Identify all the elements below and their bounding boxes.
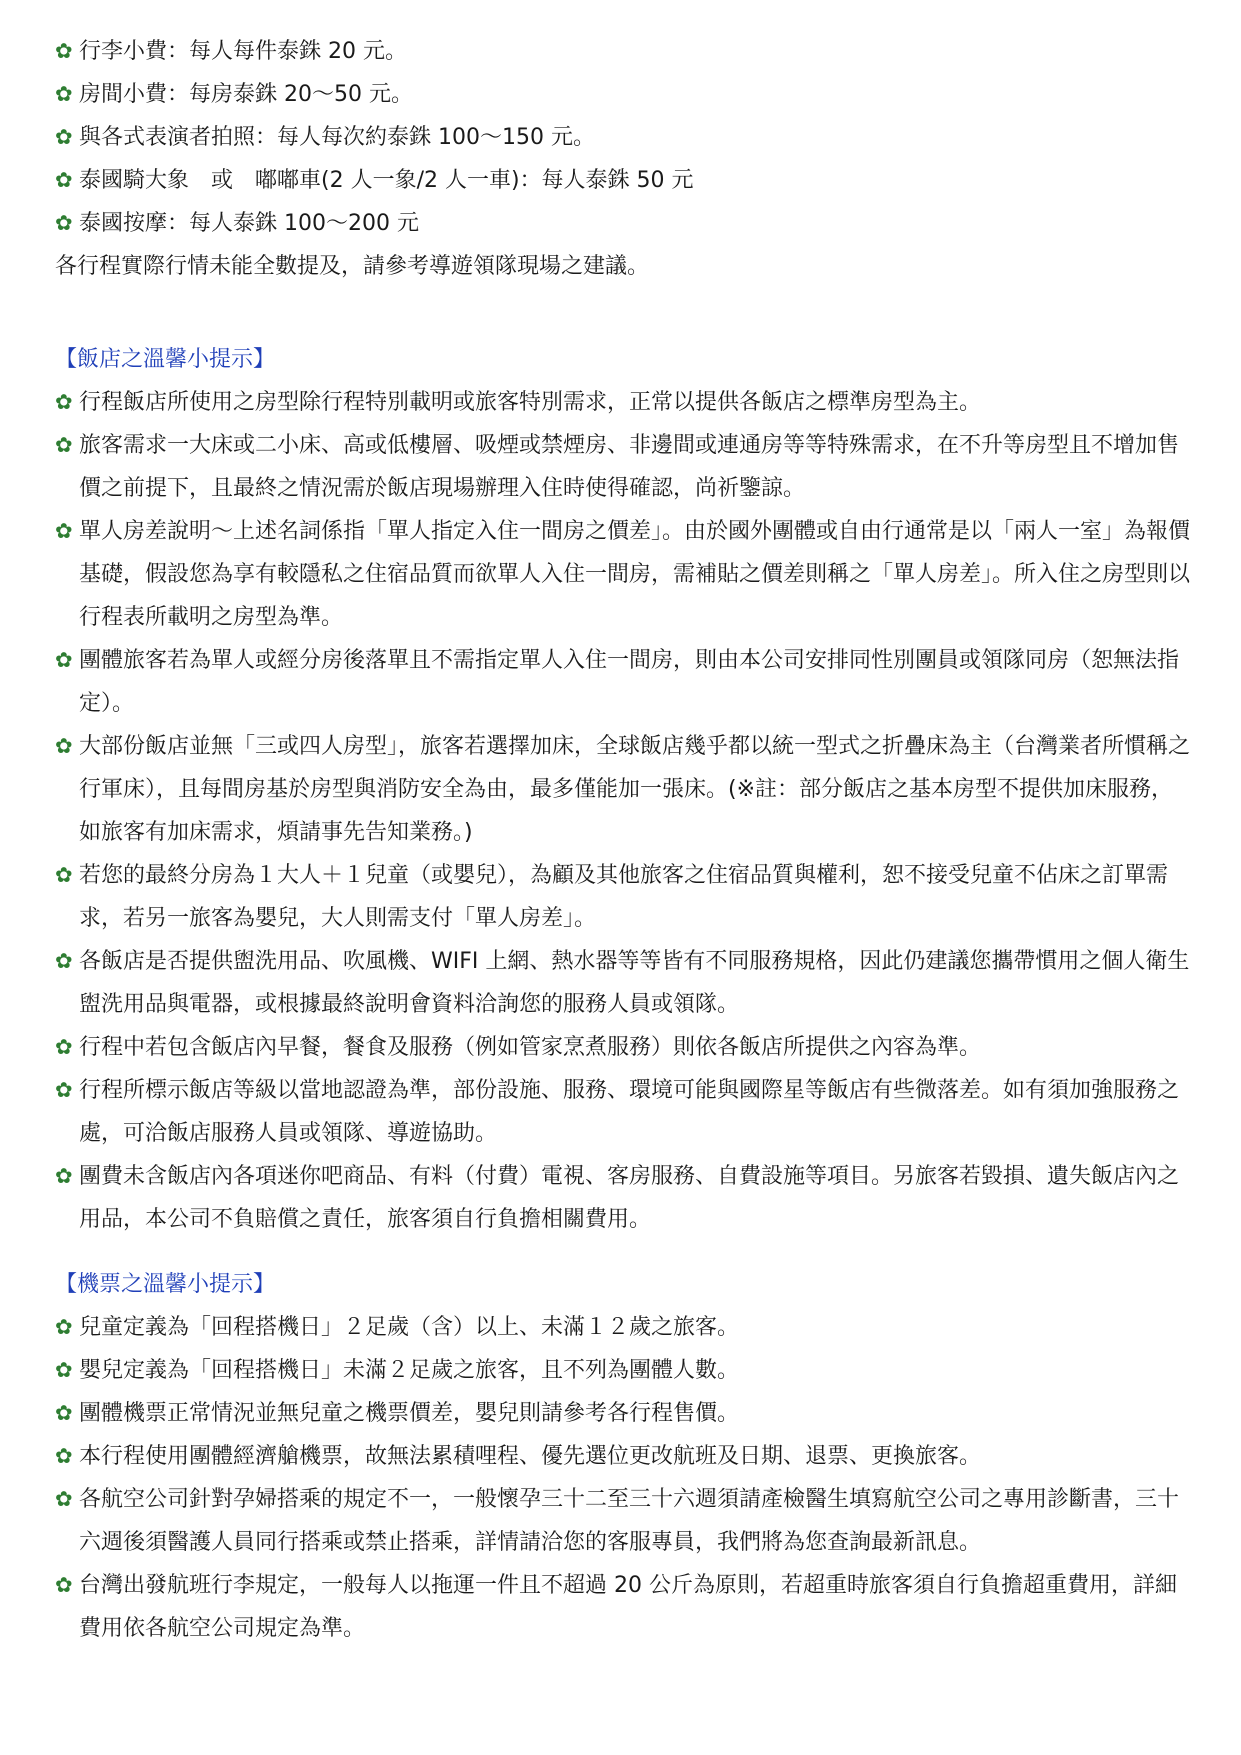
flower-bullet-icon: ✿ (55, 433, 73, 457)
flower-bullet-icon: ✿ (55, 949, 73, 973)
list-item: ✿ 團體旅客若為單人或經分房後落單且不需指定單人入住一間房，則由本公司安排同性別團員或領隊同房（恕無法指定）。 (55, 639, 1190, 725)
list-item: ✿ 大部份飯店並無「三或四人房型」，旅客若選擇加床，全球飯店幾乎都以統一型式之折疊床為主（台灣業者所慣稱之行軍床），且每間房基於房型與消防安全為由，最多僅能加一張床。(※註：部分飯店之基本房型不提供加床服務，如旅客有加床需求，煩請事先告知業務。) (55, 725, 1190, 854)
list-item: ✿ 行李小費：每人每件泰銖 20 元。 (55, 30, 1190, 73)
hotel-section-title: 【飯店之溫馨小提示】 (55, 347, 276, 372)
flower-bullet-icon: ✿ (55, 519, 73, 543)
flower-bullet-icon: ✿ (55, 1078, 73, 1102)
list-item: ✿ 泰國騎大象 或 嘟嘟車(2 人一象/2 人一車)：每人泰銖 50 元 (55, 159, 1190, 202)
list-item: ✿ 嬰兒定義為「回程搭機日」未滿２足歲之旅客，且不列為團體人數。 (55, 1349, 1190, 1392)
flower-bullet-icon: ✿ (55, 39, 73, 63)
flower-bullet-icon: ✿ (55, 211, 73, 235)
flower-bullet-icon: ✿ (55, 1035, 73, 1059)
flower-bullet-icon: ✿ (55, 82, 73, 106)
ticket-list (55, 1306, 1190, 1650)
flower-bullet-icon: ✿ (55, 390, 73, 414)
list-item: ✿ 房間小費：每房泰銖 20～50 元。 (55, 73, 1190, 116)
list-item: ✿ 行程中若包含飯店內早餐，餐食及服務（例如管家烹煮服務）則依各飯店所提供之內容為準。 (55, 1026, 1190, 1069)
flower-bullet-icon: ✿ (55, 1573, 73, 1597)
flower-bullet-icon: ✿ (55, 734, 73, 758)
flower-bullet-icon: ✿ (55, 1164, 73, 1188)
flower-bullet-icon: ✿ (55, 168, 73, 192)
list-item: ✿ 台灣出發航班行李規定，一般每人以拖運一件且不超過 20 公斤為原則，若超重時旅客須自行負擔超重費用，詳細費用依各航空公司規定為準。 (55, 1564, 1190, 1650)
document-page (55, 30, 1190, 1650)
flower-bullet-icon: ✿ (55, 1401, 73, 1425)
flower-bullet-icon: ✿ (55, 648, 73, 672)
list-item: ✿ 若您的最終分房為１大人＋１兒童（或嬰兒），為顧及其他旅客之住宿品質與權利，恕不接受兒童不佔床之訂單需求，若另一旅客為嬰兒，大人則需支付「單人房差」。 (55, 854, 1190, 940)
list-item: ✿ 各航空公司針對孕婦搭乘的規定不一，一般懷孕三十二至三十六週須請產檢醫生填寫航空公司之專用診斷書，三十六週後須醫護人員同行搭乘或禁止搭乘，詳情請洽您的客服專員，我們將為您查詢最新訊息。 (55, 1478, 1190, 1564)
flower-bullet-icon: ✿ (55, 1444, 73, 1468)
list-item: ✿ 與各式表演者拍照：每人每次約泰銖 100～150 元。 (55, 116, 1190, 159)
list-item: ✿ 本行程使用團體經濟艙機票，故無法累積哩程、優先選位更改航班及日期、退票、更換旅客。 (55, 1435, 1190, 1478)
list-item: ✿ 各飯店是否提供盥洗用品、吹風機、WIFI 上網、熱水器等等皆有不同服務規格，因此仍建議您攜帶慣用之個人衛生盥洗用品與電器，或根據最終說明會資料洽詢您的服務人員或領隊。 (55, 940, 1190, 1026)
ticket-section-title: 【機票之溫馨小提示】 (55, 1272, 276, 1297)
tips-note: 各行程實際行情未能全數提及，請參考導遊領隊現場之建議。 (55, 254, 650, 279)
list-item: ✿ 團費未含飯店內各項迷你吧商品、有料（付費）電視、客房服務、自費設施等項目。另旅客若毀損、遺失飯店內之用品，本公司不負賠償之責任，旅客須自行負擔相關費用。 (55, 1155, 1190, 1241)
list-item: ✿ 兒童定義為「回程搭機日」２足歲（含）以上、未滿１２歲之旅客。 (55, 1306, 1190, 1349)
list-item: ✿ 旅客需求一大床或二小床、高或低樓層、吸煙或禁煙房、非邊間或連通房等等特殊需求，在不升等房型且不增加售價之前提下，且最終之情況需於飯店現場辦理入住時使得確認，尚祈鑒諒。 (55, 424, 1190, 510)
list-item: ✿ 行程飯店所使用之房型除行程特別載明或旅客特別需求，正常以提供各飯店之標準房型為主。 (55, 381, 1190, 424)
flower-bullet-icon: ✿ (55, 125, 73, 149)
hotel-list (55, 381, 1190, 1241)
flower-bullet-icon: ✿ (55, 863, 73, 887)
flower-bullet-icon: ✿ (55, 1487, 73, 1511)
flower-bullet-icon: ✿ (55, 1358, 73, 1382)
list-item: ✿ 泰國按摩：每人泰銖 100～200 元 (55, 202, 1190, 245)
list-item: ✿ 單人房差說明～上述名詞係指「單人指定入住一間房之價差」。由於國外團體或自由行通常是以「兩人一室」為報價基礎，假設您為享有較隱私之住宿品質而欲單人入住一間房，需補貼之價差則稱之「單人房差」。所入住之房型則以行程表所載明之房型為準。 (55, 510, 1190, 639)
flower-bullet-icon: ✿ (55, 1315, 73, 1339)
list-item: ✿ 行程所標示飯店等級以當地認證為準，部份設施、服務、環境可能與國際星等飯店有些微落差。如有須加強服務之處，可洽飯店服務人員或領隊、導遊協助。 (55, 1069, 1190, 1155)
tips-list (55, 30, 1190, 245)
list-item: ✿ 團體機票正常情況並無兒童之機票價差，嬰兒則請參考各行程售價。 (55, 1392, 1190, 1435)
